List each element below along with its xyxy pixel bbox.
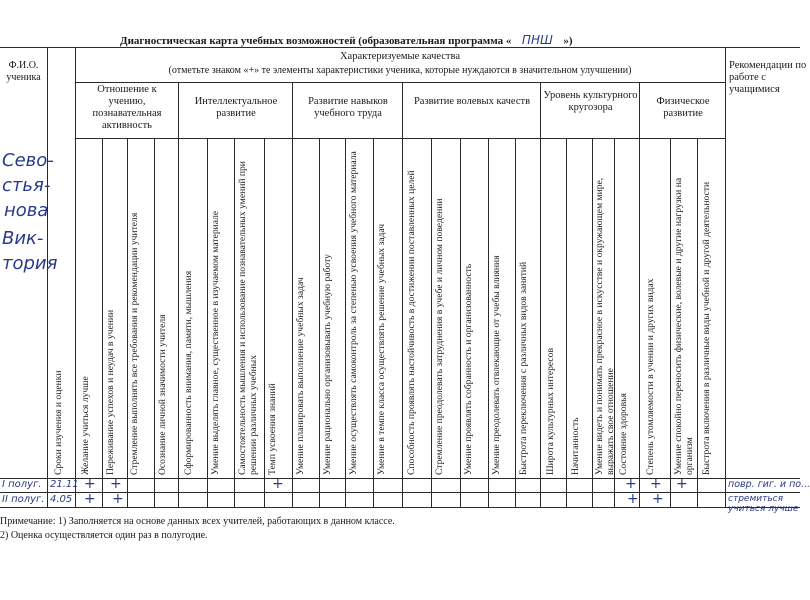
row-recommendation: повр. гиг. и по... [728, 479, 810, 490]
col-header: Желание учиться лучше [80, 376, 91, 475]
plus-mark: + [112, 491, 124, 507]
col-header: Степень утомляемости в учении и других видах [645, 278, 656, 475]
col-header: Способность проявлять настойчивость в достижении поставленных целей [406, 170, 417, 475]
plus-mark: + [84, 476, 96, 492]
footnote: Примечание: 1) Заполняется на основе данных всех учителей, работающих в данном классе. [0, 516, 395, 527]
recommendations-header: Рекомендации по работе с учащимися [729, 60, 807, 95]
plus-mark: + [650, 476, 662, 492]
col-header: Переживание успехов и неудач в учении [105, 309, 116, 475]
student-name-line: Вик- [2, 228, 44, 249]
col-header: Быстрота включения в различные виды учебной и другой деятельности [701, 181, 712, 475]
col-header: Быстрота переключения с различных видов занятий [518, 261, 529, 475]
plus-mark: + [110, 476, 122, 492]
student-name-line: тория [2, 253, 58, 274]
page-title [120, 33, 573, 47]
col-header: Умение в темпе класса осуществлять решение учебных задач [376, 223, 387, 475]
plus-mark: + [625, 476, 637, 492]
col-header: Начитанность [570, 417, 581, 475]
group-physical: Физическое развитие [656, 96, 710, 119]
col-header: Самостоятельность мышления и использование познавательных умений при решении различных учебных [237, 161, 259, 475]
plus-mark: + [84, 491, 96, 507]
col-header: Сформированность внимания, памяти, мышления [183, 270, 194, 475]
col-header: Умение осуществлять самоконтроль за степенью усвоения учебного материала [348, 151, 359, 475]
row-recommendation: стремиться учиться лучше [728, 494, 799, 514]
title-text-after: ») [563, 35, 573, 47]
col-header: Умение проявлять собранность и организованность [463, 263, 474, 475]
col-header: Темп усвоения знаний [267, 383, 278, 475]
plus-mark: + [272, 476, 284, 492]
col-header: Умение выделять главное, существенное в изучаемом материале [210, 210, 221, 475]
title-text-before: Диагностическая карта учебных возможностей (образовательная программа « [120, 35, 512, 47]
terms-header: Сроки изучения и оценки [53, 370, 64, 475]
col-header: Широта культурных интересов [545, 348, 556, 475]
row-dates: 21.11 [50, 479, 79, 490]
group-intellect: Интеллектуальное развитие [194, 96, 278, 119]
group-culture: Уровень культурного кругозора [543, 90, 638, 113]
group-study-skills: Развитие навыков учебного труда [308, 96, 388, 119]
fio-header: Ф.И.О. ученика [6, 60, 41, 83]
qualities-title: Характеризуемые качества [339, 51, 461, 62]
plus-mark: + [652, 491, 664, 507]
plus-mark: + [627, 491, 639, 507]
col-header: Умение видеть и понимать прекрасное в искусстве и окружающем мире, выражать свое отношение [594, 177, 616, 475]
row-term: II полуг. [2, 494, 45, 505]
student-name-line: нова [4, 200, 49, 221]
group-will: Развитие волевых качеств [413, 96, 531, 107]
group-attitude: Отношение к учению, познавательная активность [92, 84, 162, 131]
row-term: I полуг. [2, 479, 42, 490]
col-header: Умение рационально организовывать учебную работу [322, 254, 333, 475]
qualities-subtitle: (отметьте знаком «+» те элементы характеристики ученика, которые нуждаются в значительном улучшении) [168, 65, 632, 76]
col-header: Умение спокойно переносить физические, волевые и другие нагрузки на организм [673, 177, 695, 475]
col-header: Умение преодолевать отвлекающие от учебы влияния [491, 255, 502, 475]
footnote: 2) Оценка осуществляется один раз в полугодие. [0, 530, 208, 541]
student-name-line: стья- [2, 175, 51, 196]
col-header: Умение планировать выполнение учебных задач [295, 277, 306, 475]
program-name: ПНШ [521, 33, 553, 47]
plus-mark: + [676, 476, 688, 492]
col-header: Стремление преодолевать затруднения в учебе и личном поведении [434, 198, 445, 475]
col-header: Стремление выполнять все требования и рекомендации учителя [129, 212, 140, 475]
student-name-line: Сево- [2, 150, 54, 171]
row-dates: 4.05 [50, 494, 73, 505]
col-header: Состояние здоровья [618, 393, 629, 475]
col-header: Осознание личной значимости учителя [157, 314, 168, 475]
